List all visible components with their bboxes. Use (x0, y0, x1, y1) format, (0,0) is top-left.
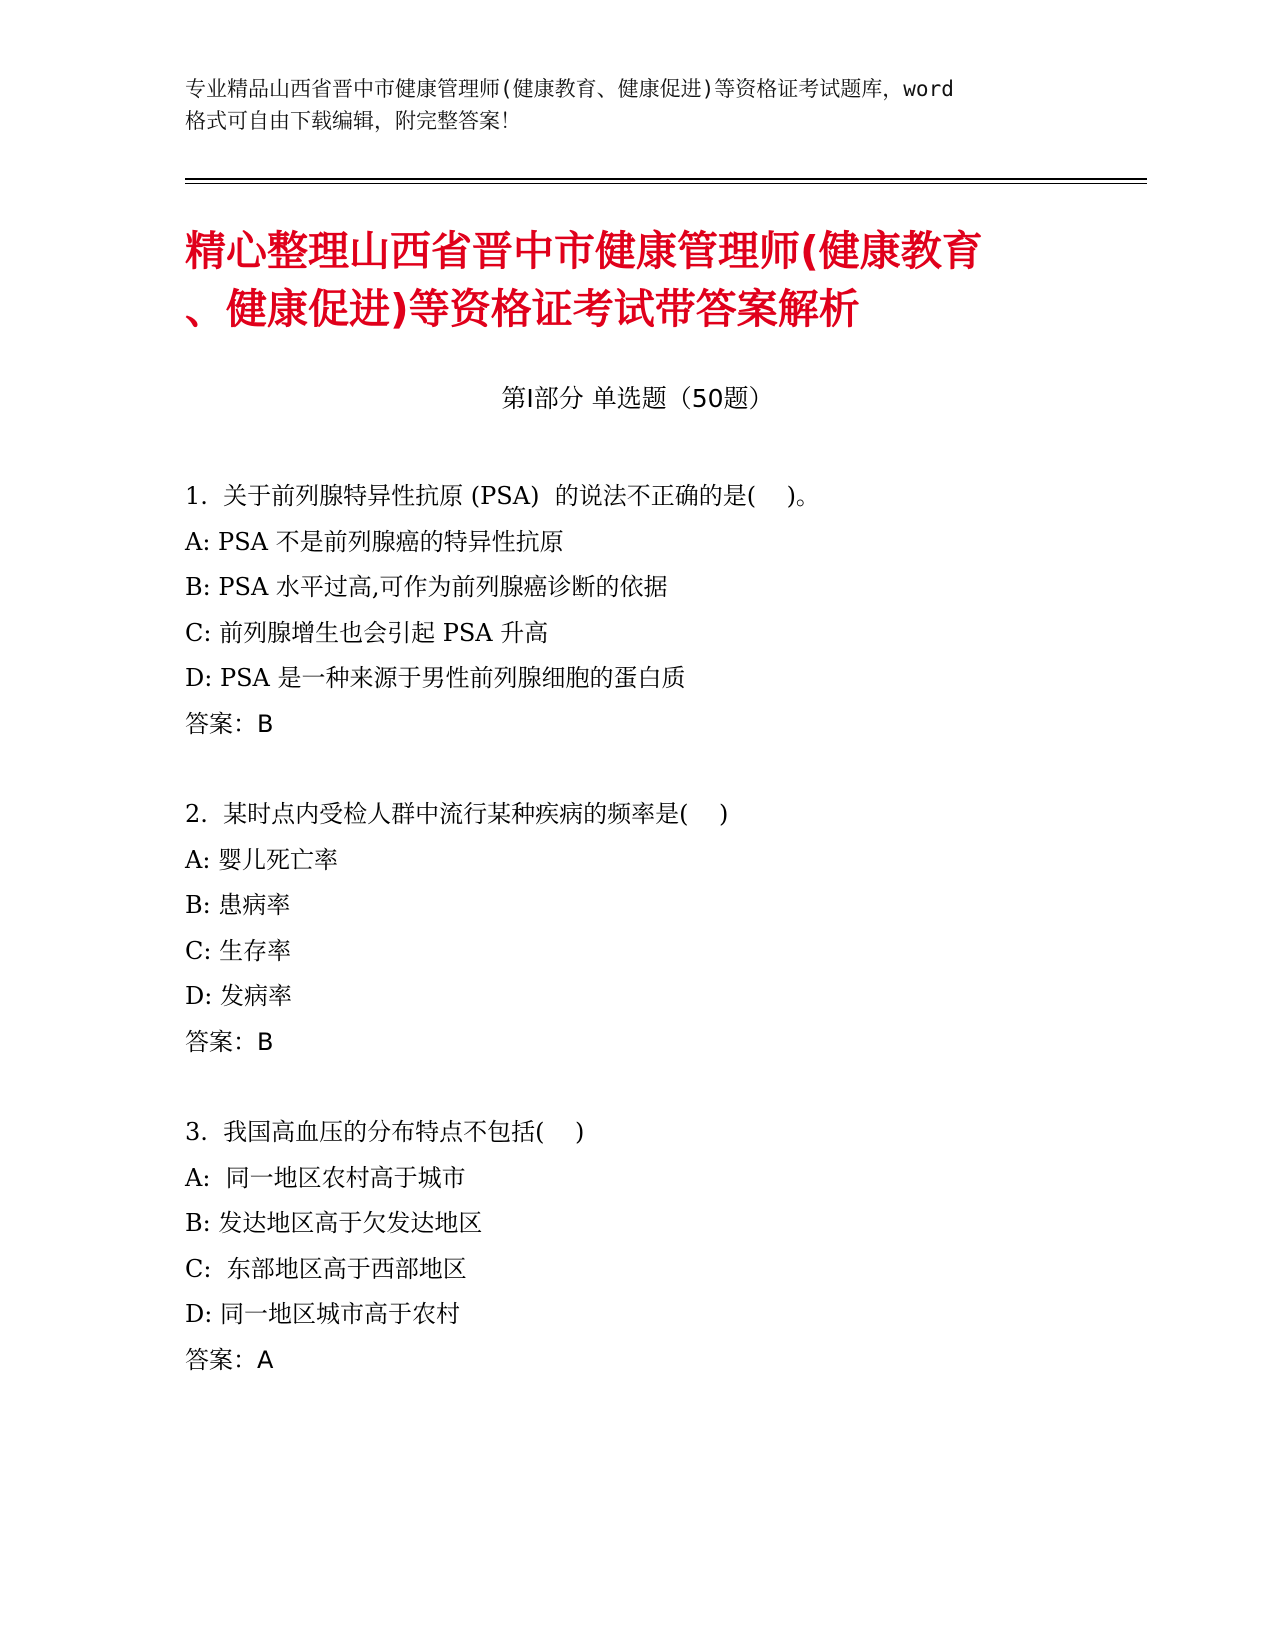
question-3 (185, 1110, 1145, 1383)
document-title (185, 222, 1090, 338)
option-d: D: PSA 是一种来源于男性前列腺细胞的蛋白质 (185, 664, 686, 692)
answer: 答案：B (185, 709, 274, 738)
question-2 (185, 792, 1145, 1065)
answer: 答案：B (185, 1027, 274, 1056)
option-c: C: 前列腺增生也会引起 PSA 升高 (185, 618, 549, 647)
option-d: D: 发病率 (185, 982, 292, 1010)
option-b: B: 患病率 (185, 891, 291, 919)
document-title-line-2: 、健康促进)等资格证考试带答案解析 (185, 285, 860, 333)
header-divider-thin (185, 183, 1147, 184)
section-title: 第Ⅰ部分 单选题（50题） (501, 384, 774, 413)
question-stem: 1. 关于前列腺特异性抗原 (PSA) 的说法不正确的是( )。 (185, 482, 820, 510)
header-divider-thick (185, 178, 1147, 180)
option-c: C: 东部地区高于西部地区 (185, 1254, 467, 1283)
answer: 答案：A (185, 1345, 274, 1374)
document-title-line-1: 精心整理山西省晋中市健康管理师(健康教育 (185, 227, 983, 275)
option-a: A: 婴儿死亡率 (185, 845, 339, 874)
header-note-line-1: 专业精品山西省晋中市健康管理师(健康教育、健康促进)等资格证考试题库，word (185, 77, 954, 101)
option-b: B: PSA 水平过高,可作为前列腺癌诊断的依据 (185, 573, 668, 601)
option-a: A: PSA 不是前列腺癌的特异性抗原 (185, 527, 564, 556)
option-a: A: 同一地区农村高于城市 (185, 1163, 466, 1192)
option-b: B: 发达地区高于欠发达地区 (185, 1209, 483, 1237)
header-note-line-2: 格式可自由下载编辑，附完整答案！ (185, 109, 521, 133)
question-stem: 2. 某时点内受检人群中流行某种疾病的频率是( ) (185, 800, 729, 828)
question-stem: 3. 我国高血压的分布特点不包括( ) (185, 1118, 585, 1146)
question-1 (185, 474, 1145, 747)
option-d: D: 同一地区城市高于农村 (185, 1300, 460, 1328)
option-c: C: 生存率 (185, 936, 292, 965)
header-note (185, 73, 1085, 137)
